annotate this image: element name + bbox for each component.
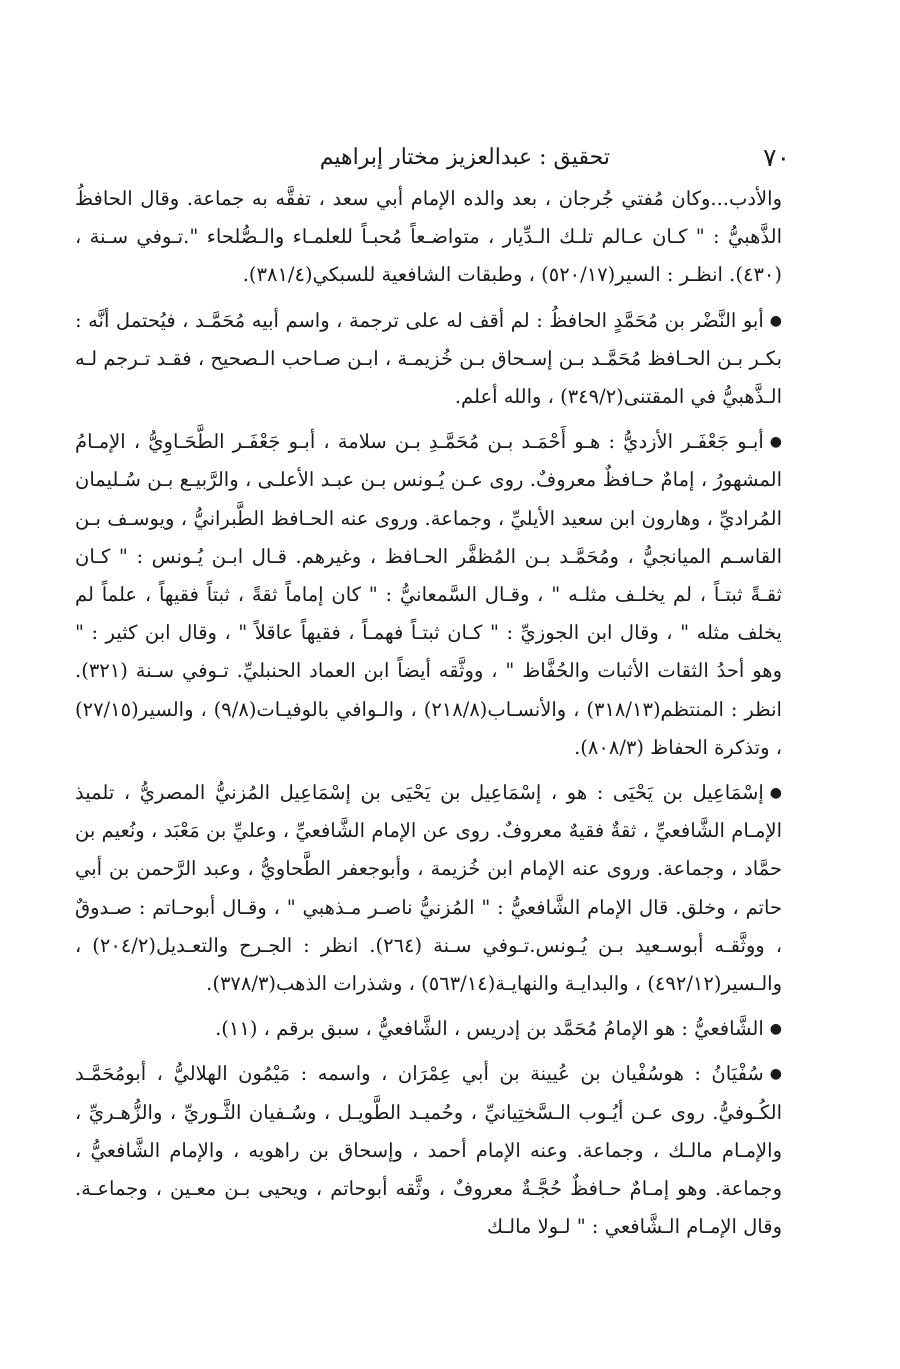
paragraph-text: أبو النَّضْر بن مُحَمَّدٍ الحافظُ : لم أقف له على ترجمة ، واسم أبيه مُحَمَّـد ، فيُحتمل أنَّه : بكـر بـن الحـافظ مُحَمَّـد بـن إسـحاق بـن خُزيمـة ، ابـن صـاحب الـصحيح ، فقـد تـرجم لـه الـذَّهبيُّ في المقتنى(٣٤٩/٢) ، والله أعلم. — [75, 308, 782, 409]
page-number: ٧٠ — [763, 143, 790, 172]
paragraph-text: الشَّافعيُّ : هو الإمامُ مُحَمَّد بن إدريس ، الشَّافعيُّ ، سبق برقم ، (١١). — [215, 1017, 764, 1041]
paragraph-4 — [75, 774, 782, 1003]
paragraph-6 — [75, 1055, 782, 1246]
paragraph-5 — [75, 1010, 782, 1048]
paragraph-1 — [75, 180, 782, 295]
bullet-icon: ● — [769, 1066, 782, 1083]
running-title: تحقيق : عبدالعزيز مختار إبراهيم — [319, 145, 610, 170]
page-header — [110, 140, 790, 176]
paragraph-text: إسْمَاعِيل بن يَحْيَى : هو ، إسْمَاعِيل بن يَحْيَى بن إسْمَاعِيل المُزنيُّ المصريُّ ، تلميذ الإمـام الشَّافعيِّ ، ثقةٌ فقيهٌ معروفٌ. روى عن الإمام الشَّافعيِّ ، وعليِّ بن مَعْبَد ، ونُعيم بن حمَّاد ، وجماعة. وروى عنه الإمام ابن خُزيمة ، وأبوجعفر الطَّحاويُّ ، وعبد الرَّحمن بن أبي حاتم ، وخلق. قال الإمام الشَّافعيُّ : " المُزنيُّ ناصـر مـذهبي " ، وقـال أبوحـاتم : صـدوقٌ ، ووثَّقـه أبوسـعيد بـن يُـونس.تـوفي سـنة (٢٦٤). انظر : الجـرح والتعـديل(٢٠٤/٢) ، والـسير(٤٩٢/١٢) ، والبدايـة والنهايـة(٥٦٣/١٤) ، وشذرات الذهب(٣٧٨/٣). — [75, 781, 782, 996]
bullet-icon: ● — [769, 785, 782, 802]
body-text — [75, 180, 782, 1253]
paragraph-text: والأدب...وكان مُفتي جُرجان ، بعد والده الإمام أبي سعد ، تفقَّه به جماعة. وقال الحافظُ الذَّهبيُّ : " كـان عـالم تلـك الـدِّيار ، متواضـعاً مُحبـاً للعلمـاء والـصُّلحاء ".تـوفي سـنة ، (٤٣٠). انظـر : السير(٥٢٠/١٧) ، وطبقات الشافعية للسبكي(٣٨١/٤). — [75, 187, 782, 287]
paragraph-3 — [75, 423, 782, 767]
paragraph-text: سُفْيَانُ : هوسُفْيان بن عُيينة بن أبي عِمْرَان ، واسمه : مَيْمُون الهلاليُّ ، أبومُحَمَّـد الكُـوفيُّ. روى عـن أيُـوب الـسَّختِيانيِّ ، وحُميـد الطَّويـل ، وسُـفيان الثَّـوريِّ ، والزُّهـريِّ ، والإمـام مالـك ، وجماعة. وعنه الإمام أحمد ، وإسحاق بن راهويه ، والإمام الشَّافعيُّ ، وجماعة. وهو إمـامٌ حـافظٌ حُجَّـةٌ معروفٌ ، وثَّقه أبوحاتم ، ويحيى بـن معـين ، وجماعـة. وقال الإمـام الـشَّافعي : " لـولا مالـك — [75, 1062, 782, 1239]
paragraph-2 — [75, 302, 782, 417]
paragraph-text: أبـو جَعْفَـر الأزديُّ : هـو أَحْمَـد بـن مُحَمَّـدِ بـن سلامة ، أبـو جَعْفَـر الطَّحَـاوِيُّ ، الإمـامُ المشهورُ ، إمامٌ حـافظٌ معروفٌ. روى عـن يُـونس بـن عبـد الأعلـى ، والرَّبيـع بـن سُـليمان المُراديِّ ، وهارون ابن سعيد الأيليِّ ، وجماعة. وروى عنه الحـافظ الطَّبرانيُّ ، ويوسـف بـن القاسـم الميانجيُّ ، ومُحَمَّـد بـن المُظفَّر الحـافظ ، وغيرهم. قـال ابـن يُـونس : " كـان ثقـةً ثبتـاً ، لم يخلـف مثلـه " ، وقـال السَّمعانيُّ : " كان إماماً ثقةً ، ثبتاً فقيهاً ، علماً لم يخلف مثله " ، وقال ابن الجوزيِّ : " كـان ثبتـاً فهمـاً ، فقيهاً عاقلاً " ، وقال ابن كثير : " وهو أحدُ الثقات الأثبات والحُفَّاظ " ، ووثَّقه أيضاً ابن العماد الحنبليِّ. تـوفي سـنة (٣٢١). انظر : المنتظم(٣١٨/١٣) ، والأنسـاب(٢١٨/٨) ، والـوافي بالوفيـات(٩/٨) ، والسير(٢٧/١٥) ، وتذكرة الحفاظ (٨٠٨/٣). — [75, 430, 782, 759]
bullet-icon: ● — [769, 434, 782, 451]
bullet-icon: ● — [769, 1021, 782, 1038]
bullet-icon: ● — [769, 312, 782, 329]
